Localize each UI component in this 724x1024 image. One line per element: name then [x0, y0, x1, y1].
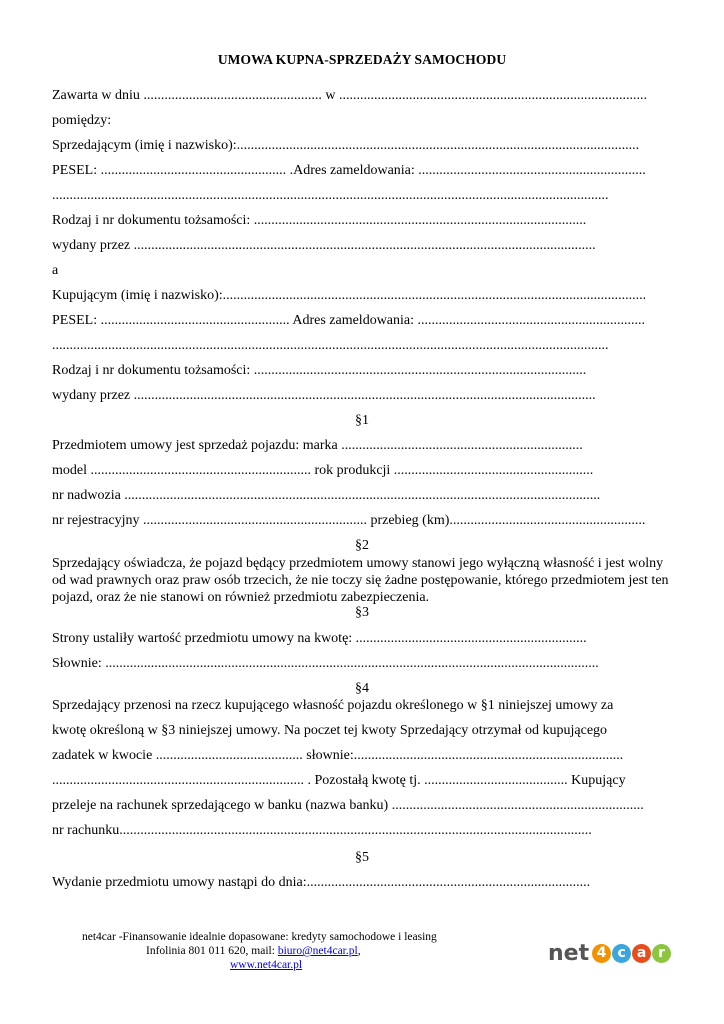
between-label: pomiędzy: — [52, 113, 112, 128]
seller-pesel-line: PESEL: ..................................................... .Adres zameldowania: ................................................................. — [52, 163, 646, 178]
price-line: Strony ustaliły wartość przedmiotu umowy na kwotę: .................................................................. — [52, 631, 587, 646]
vehicle-registration-line: nr rejestracyjny ................................................................ przebieg (km)........................................................ — [52, 513, 646, 528]
footer-hotline: Infolinia 801 011 620, mail: — [146, 945, 278, 957]
seller-id-doc-line: Rodzaj i nr dokumentu tożsamości: ............................................................................................... — [52, 213, 587, 228]
document-title: UMOWA KUPNA-SPRZEDAŻY SAMOCHODU — [217, 52, 507, 67]
section-1-heading: §1 — [355, 413, 369, 428]
bank-name-line: przeleje na rachunek sprzedającego w banku (nazwa banku) ........................................................................ — [52, 798, 644, 813]
deposit-line: zadatek w kwocie .......................................... słownie:............................................................................. — [52, 748, 624, 763]
logo-letter-c: c — [612, 944, 631, 963]
logo-letter-a: a — [632, 944, 651, 963]
handover-date-line: Wydanie przedmiotu umowy nastąpi do dnia:................................................................................. — [52, 875, 591, 890]
seller-issued-by-line: wydany przez .................................................................................................................................... — [52, 238, 596, 253]
price-in-words-line: Słownie: ............................................................................................................................................. — [52, 656, 599, 671]
seller-declaration-paragraph: Sprzedający oświadcza, że pojazd będący przedmiotem umowy stanowi jego wyłączną własność i jest wolny od wad prawnych oraz praw osób trzecich, że nie toczy się żadne postępowanie, którego przedmiotem jest ten pojazd, oraz że nie stanowi on również przedmiotu zabezpieczenia. — [52, 556, 669, 605]
section-4-heading: §4 — [355, 681, 369, 696]
footer — [82, 930, 482, 972]
transfer-line-1: Sprzedający przenosi na rzecz kupującego własność pojazdu określonego w §1 niniejszej umowy za — [52, 698, 614, 713]
vehicle-model-line: model ............................................................... rok produkcji ......................................................... — [52, 463, 594, 478]
footer-contact-line — [82, 944, 482, 958]
logo-net-text: net — [548, 940, 590, 966]
footer-company-line: net4car -Finansowanie idealnie dopasowane: kredyty samochodowe i leasing — [82, 931, 437, 943]
remaining-amount-line: ........................................................................ . Pozostałą kwotę tj. ......................................... Kupujący — [52, 773, 626, 788]
account-number-line: nr rachunku....................................................................................................................................... — [52, 823, 592, 838]
transfer-line-2: kwotę określoną w §3 niniejszej umowy. Na poczet tej kwoty Sprzedający otrzymał od kupującego — [52, 723, 608, 738]
buyer-address-line: ............................................................................................................................................................... — [52, 338, 609, 353]
vehicle-make-line: Przedmiotem umowy jest sprzedaż pojazdu: marka ..................................................................... — [52, 438, 583, 453]
section-5-heading: §5 — [355, 850, 369, 865]
seller-name-line: Sprzedającym (imię i nazwisko):................................................................................................................... — [52, 138, 640, 153]
buyer-name-line: Kupującym (imię i nazwisko):......................................................................................................................... — [52, 288, 647, 303]
net4car-logo — [548, 934, 671, 972]
footer-comma: , — [357, 945, 361, 957]
buyer-issued-by-line: wydany przez .................................................................................................................................... — [52, 388, 596, 403]
logo-letter-r: r — [652, 944, 671, 963]
and-label: a — [52, 263, 59, 278]
footer-website-link[interactable]: www.net4car.pl — [230, 959, 303, 971]
vehicle-vin-line: nr nadwozia ........................................................................................................................................ — [52, 488, 601, 503]
buyer-id-doc-line: Rodzaj i nr dokumentu tożsamości: ............................................................................................... — [52, 363, 587, 378]
seller-address-line: ............................................................................................................................................................... — [52, 188, 609, 203]
logo-letter-4: 4 — [592, 944, 611, 963]
footer-email-link[interactable]: biuro@net4car.pl — [277, 945, 358, 957]
section-2-heading: §2 — [355, 538, 369, 553]
contract-date-line: Zawarta w dniu ................................................... w ........................................................................................ — [52, 88, 647, 103]
section-3-heading: §3 — [355, 605, 369, 620]
buyer-pesel-line: PESEL: ...................................................... Adres zameldowania: ................................................................. — [52, 313, 646, 328]
